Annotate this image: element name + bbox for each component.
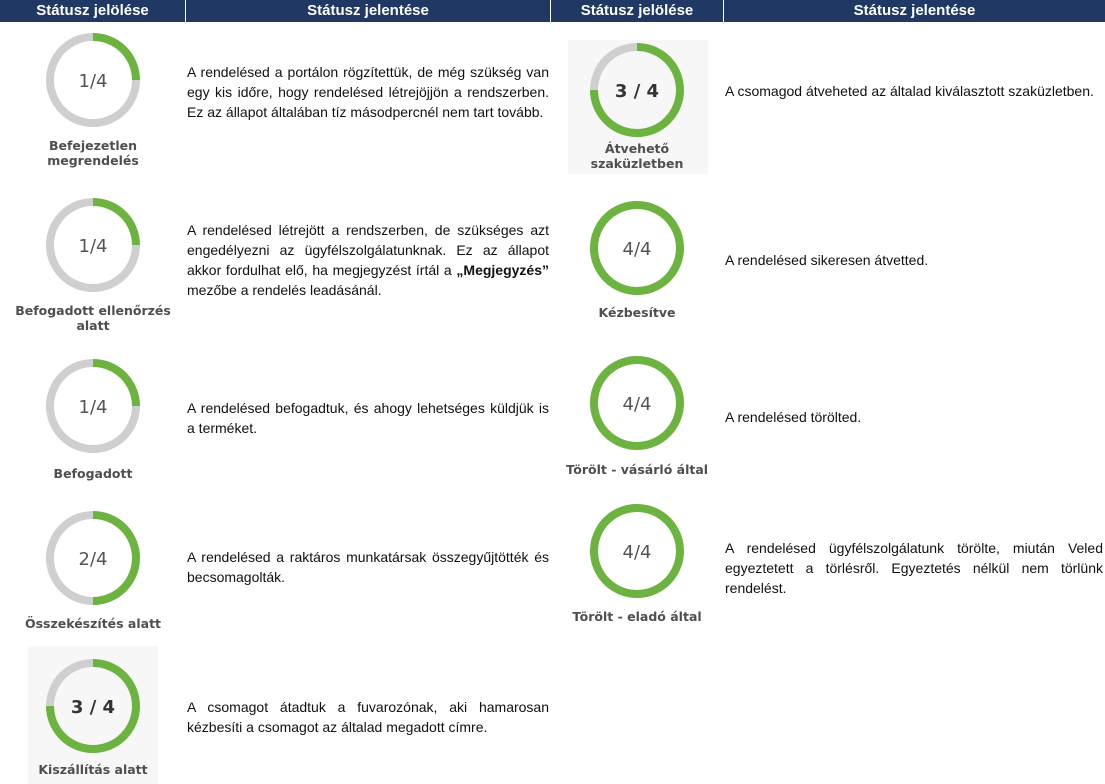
status-description: A rendelésed a raktáros munkatársak összegyűjtötték és becsomagolták. [187,549,549,585]
svg-text:3 / 4: 3 / 4 [614,81,660,102]
status-label: Átvehető szaküzletben [590,141,684,171]
status-description: A rendelésed befogadtuk, és ahogy lehetséges küldjük is a terméket. [187,400,549,436]
status-cancelled-by-buyer [553,353,721,477]
header-status-marker-2: Státusz jelölése [551,0,724,22]
status-label: Összekészítés alatt [24,616,162,631]
progress-ring-icon [587,40,687,144]
status-incomplete-order [8,30,178,168]
svg-text:1/4: 1/4 [78,71,108,92]
status-label: Befogadott ellenőrzés alatt [15,303,171,333]
table-header [0,0,1105,22]
status-description: A rendelésed a portálon rögzítettük, de még szükség van egy kis időre, hogy rendelésed létrejöjjön a rendszerben. Ez az állapot általában tíz másodpercnél nem tart tovább. [187,64,549,120]
svg-text:2/4: 2/4 [78,549,108,570]
progress-ring-icon [43,356,143,460]
status-description: A csomagod átveheted az általad kiválasztott szaküzletben. [725,83,1094,99]
progress-ring-icon [43,508,143,612]
progress-ring-icon [43,656,143,760]
status-label: Befogadott [53,466,133,481]
status-packing [8,508,178,631]
progress-ring-icon [587,353,687,457]
svg-text:4/4: 4/4 [622,239,652,260]
header-status-marker: Státusz jelölése [0,0,186,22]
svg-text:4/4: 4/4 [622,394,652,415]
progress-ring-icon [43,30,143,134]
header-status-meaning: Státusz jelentése [186,0,551,22]
status-label: Kiszállítás alatt [38,762,148,777]
status-in-delivery [8,656,178,777]
status-label: Törölt - eladó által [572,609,702,624]
status-pending-review [8,195,178,333]
status-delivered [553,198,721,320]
progress-ring-icon [43,195,143,299]
emphasis-text: „Megjegyzés” [456,262,549,278]
progress-ring-icon [587,198,687,302]
progress-ring-icon [587,501,687,605]
svg-text:3 / 4: 3 / 4 [70,697,116,718]
status-label: Kézbesítve [598,305,676,320]
status-label: Törölt - vásárló által [565,462,709,477]
header-status-meaning-2: Státusz jelentése [853,2,976,19]
status-ready-for-pickup [553,40,721,171]
status-description: A rendelésed létrejött a rendszerben, de szükséges azt engedélyezni az ügyfélszolgálatunknak. Ez az állapot akkor fordulhat elő, ha megjegyzést írtál a „Megjegyzés” mezőbe a rendelés leadásánál. [187,222,549,298]
status-label: Befejezetlen megrendelés [47,138,139,168]
status-description: A rendelésed törölted. [725,409,862,425]
status-description: A csomagot átadtuk a fuvarozónak, aki hamarosan kézbesíti a csomagot az általad megadott címre. [187,699,549,735]
status-description: A rendelésed sikeresen átvetted. [725,252,929,268]
svg-text:4/4: 4/4 [622,542,652,563]
status-accepted [8,356,178,481]
svg-text:1/4: 1/4 [78,236,108,257]
svg-text:1/4: 1/4 [78,397,108,418]
status-description: A rendelésed ügyfélszolgálatunk törölte, miután Veled egyeztetett a törlésről. Egyeztetés nélkül nem törlünk rendelést. [725,540,1103,596]
status-cancelled-by-seller [553,501,721,624]
